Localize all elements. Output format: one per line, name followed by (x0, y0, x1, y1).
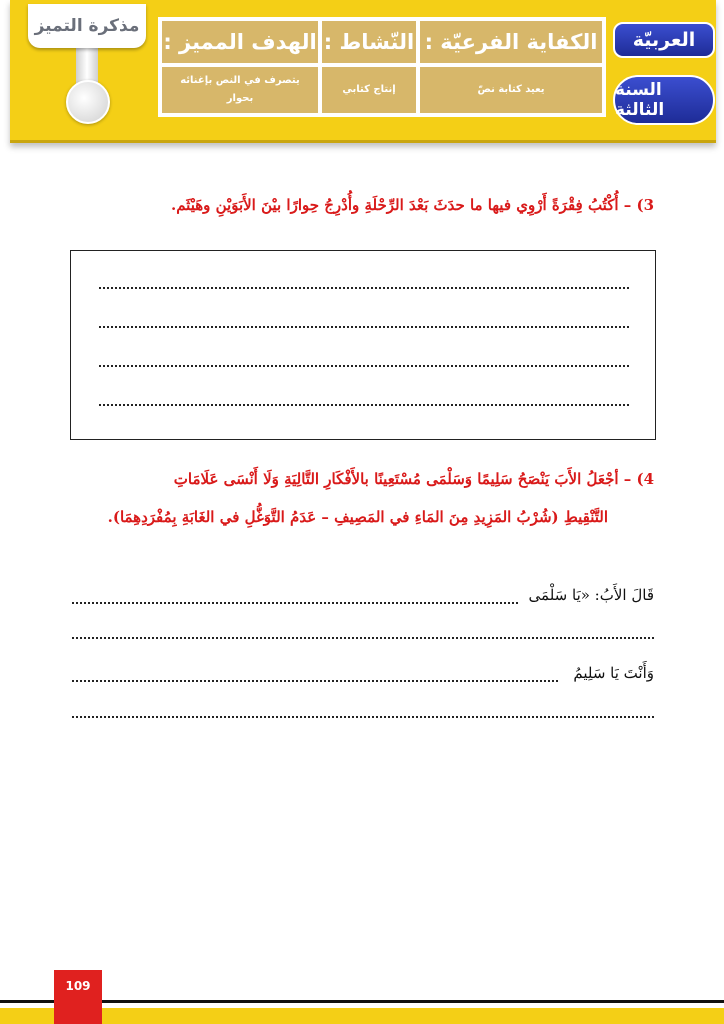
dialog-line-3[interactable] (72, 680, 558, 682)
answer-line-3[interactable] (99, 365, 629, 367)
activity-value: إنتاج كتابي (320, 65, 418, 115)
year-badge: السنة الثالثة (613, 75, 715, 125)
goal-title: الهدف المميز : (160, 19, 320, 65)
dialog-line-2[interactable] (72, 637, 654, 639)
answer-line-4[interactable] (99, 404, 629, 406)
memo-knob (66, 80, 110, 124)
competency-title: الكفاية الفرعيّة : (418, 19, 604, 65)
dialog-line-1[interactable] (72, 602, 518, 604)
page-number: 109 (54, 970, 102, 1024)
father-says-label: قَالَ الأَبُ: «يَا سَلْمَى (528, 586, 654, 604)
dialog-line-4[interactable] (72, 716, 654, 718)
question-3: 3) – أُكْتُبُ فِقْرَةً أَرْوِي فيها ما حدَثَ بَعْدَ الرِّحْلَةِ وأُدْرِجُ حِوارًا بيْنَ الأَبَوَيْنِ وهَيْثَم. (170, 196, 654, 214)
competency-value: يعيد كتابة نصّ (418, 65, 604, 115)
question-4-line-1: 4) – أجْعَلُ الأَبَ يَنْصَحُ سَلِيمًا وَسَلْمَى مُسْتَعِينًا بالأَفْكَارِ التَّالِيَةِ وَلَا أَنْسَى عَلَامَاتِ (173, 470, 654, 488)
footer-bar (0, 1008, 724, 1024)
answer-line-1[interactable] (99, 287, 629, 289)
and-you-label: وَأَنْتَ يَا سَلِيمُ (573, 664, 654, 682)
subject-badge: العربيّة (613, 22, 715, 58)
question-4-line-2: التَّنْقِيطِ (شُرْبُ المَزِيدِ مِنَ المَاءِ في المَصِيفِ – عَدَمُ التَّوَغُّلِ في الغَابَةِ بِمُفْرَدِهِمَا). (107, 508, 608, 526)
header-info-table (158, 17, 606, 117)
answer-box (70, 250, 656, 440)
goal-value: يتصرف في النص بإغنائه بحوار (160, 65, 320, 115)
activity-title: النّشاط : (320, 19, 418, 65)
memo-label: مذكرة التميز (28, 4, 146, 48)
footer-rule (0, 1000, 724, 1003)
answer-line-2[interactable] (99, 326, 629, 328)
page-header (10, 0, 716, 143)
